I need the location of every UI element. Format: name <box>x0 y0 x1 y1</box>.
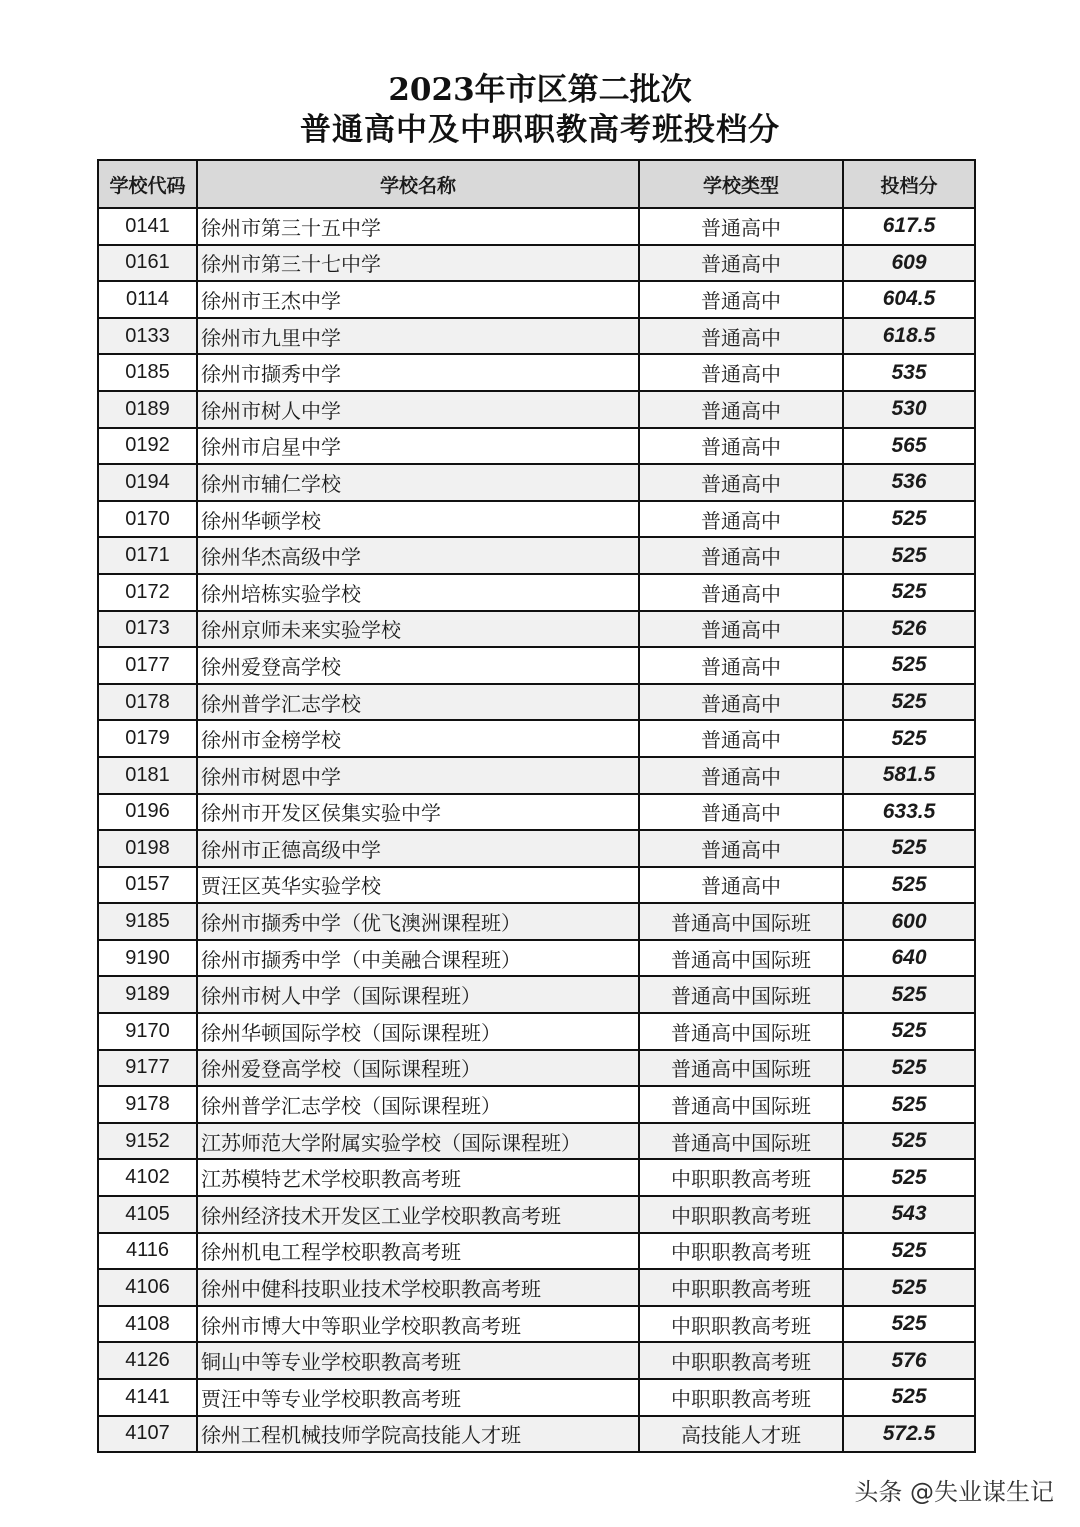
school-name-cell: 徐州市树人中学（国际课程班） <box>197 976 639 1013</box>
school-code-cell: 0189 <box>98 391 197 428</box>
score-cell: 525 <box>843 867 975 904</box>
school-code-cell: 0196 <box>98 794 197 831</box>
header-school-name: 学校名称 <box>197 160 639 208</box>
score-cell: 525 <box>843 1306 975 1343</box>
table-row <box>98 1269 975 1306</box>
score-cell: 581.5 <box>843 757 975 794</box>
table-row <box>98 1416 975 1453</box>
school-code-cell: 0192 <box>98 428 197 465</box>
school-type-cell: 普通高中 <box>639 537 843 574</box>
table-row <box>98 1086 975 1123</box>
school-name-cell: 徐州市撷秀中学（中美融合课程班） <box>197 940 639 977</box>
watermark: 头条 @失业谋生记 <box>854 1478 1054 1506</box>
school-name-cell: 徐州华顿学校 <box>197 501 639 538</box>
school-name-cell: 徐州市树人中学 <box>197 391 639 428</box>
school-name-cell: 江苏模特艺术学校职教高考班 <box>197 1159 639 1196</box>
score-cell: 525 <box>843 720 975 757</box>
header-score: 投档分 <box>843 160 975 208</box>
school-type-cell: 普通高中国际班 <box>639 1123 843 1160</box>
school-code-cell: 9185 <box>98 903 197 940</box>
school-type-cell: 普通高中国际班 <box>639 1050 843 1087</box>
table-row <box>98 281 975 318</box>
table-row <box>98 903 975 940</box>
score-cell: 618.5 <box>843 318 975 355</box>
school-type-cell: 普通高中 <box>639 354 843 391</box>
score-cell: 535 <box>843 354 975 391</box>
school-name-cell: 徐州工程机械技师学院高技能人才班 <box>197 1416 639 1453</box>
school-type-cell: 普通高中 <box>639 794 843 831</box>
school-name-cell: 徐州市撷秀中学 <box>197 354 639 391</box>
school-name-cell: 徐州市王杰中学 <box>197 281 639 318</box>
school-code-cell: 9189 <box>98 976 197 1013</box>
school-code-cell: 0161 <box>98 245 197 282</box>
table-row <box>98 1379 975 1416</box>
score-cell: 525 <box>843 1086 975 1123</box>
school-code-cell: 9177 <box>98 1050 197 1087</box>
table-row <box>98 647 975 684</box>
school-type-cell: 中职职教高考班 <box>639 1342 843 1379</box>
school-name-cell: 徐州华顿国际学校（国际课程班） <box>197 1013 639 1050</box>
school-type-cell: 普通高中 <box>639 391 843 428</box>
score-cell: 609 <box>843 245 975 282</box>
score-cell: 525 <box>843 1159 975 1196</box>
school-code-cell: 0171 <box>98 537 197 574</box>
school-code-cell: 0177 <box>98 647 197 684</box>
school-name-cell: 徐州中健科技职业技术学校职教高考班 <box>197 1269 639 1306</box>
table-row <box>98 720 975 757</box>
school-type-cell: 中职职教高考班 <box>639 1233 843 1270</box>
score-cell: 572.5 <box>843 1416 975 1453</box>
school-type-cell: 普通高中 <box>639 720 843 757</box>
school-name-cell: 徐州市辅仁学校 <box>197 464 639 501</box>
school-name-cell: 徐州市开发区侯集实验中学 <box>197 794 639 831</box>
school-code-cell: 9170 <box>98 1013 197 1050</box>
school-code-cell: 0114 <box>98 281 197 318</box>
school-name-cell: 徐州普学汇志学校（国际课程班） <box>197 1086 639 1123</box>
table-header-row <box>98 160 975 208</box>
school-name-cell: 徐州市正德高级中学 <box>197 830 639 867</box>
score-cell: 525 <box>843 1233 975 1270</box>
school-code-cell: 4108 <box>98 1306 197 1343</box>
score-cell: 536 <box>843 464 975 501</box>
school-code-cell: 0157 <box>98 867 197 904</box>
school-name-cell: 徐州爱登高学校（国际课程班） <box>197 1050 639 1087</box>
score-cell: 525 <box>843 574 975 611</box>
table-row <box>98 245 975 282</box>
school-name-cell: 徐州经济技术开发区工业学校职教高考班 <box>197 1196 639 1233</box>
score-cell: 525 <box>843 1269 975 1306</box>
table-row <box>98 757 975 794</box>
school-type-cell: 普通高中 <box>639 757 843 794</box>
table-row <box>98 611 975 648</box>
school-code-cell: 4126 <box>98 1342 197 1379</box>
school-type-cell: 普通高中 <box>639 574 843 611</box>
score-cell: 526 <box>843 611 975 648</box>
table-row <box>98 464 975 501</box>
school-code-cell: 0141 <box>98 208 197 245</box>
table-row <box>98 830 975 867</box>
score-cell: 525 <box>843 684 975 721</box>
school-code-cell: 0198 <box>98 830 197 867</box>
school-type-cell: 普通高中国际班 <box>639 1013 843 1050</box>
school-code-cell: 0185 <box>98 354 197 391</box>
score-cell: 604.5 <box>843 281 975 318</box>
school-name-cell: 徐州培栋实验学校 <box>197 574 639 611</box>
school-name-cell: 贾汪中等专业学校职教高考班 <box>197 1379 639 1416</box>
table-row <box>98 574 975 611</box>
table-row <box>98 684 975 721</box>
school-type-cell: 普通高中国际班 <box>639 903 843 940</box>
school-name-cell: 徐州市金榜学校 <box>197 720 639 757</box>
school-code-cell: 0172 <box>98 574 197 611</box>
score-cell: 565 <box>843 428 975 465</box>
table-row <box>98 391 975 428</box>
school-name-cell: 徐州市启星中学 <box>197 428 639 465</box>
score-cell: 600 <box>843 903 975 940</box>
school-name-cell: 徐州市九里中学 <box>197 318 639 355</box>
school-type-cell: 普通高中 <box>639 611 843 648</box>
table-row <box>98 794 975 831</box>
school-name-cell: 徐州市树恩中学 <box>197 757 639 794</box>
school-type-cell: 普通高中国际班 <box>639 940 843 977</box>
school-name-cell: 徐州京师未来实验学校 <box>197 611 639 648</box>
score-cell: 525 <box>843 1013 975 1050</box>
school-type-cell: 普通高中 <box>639 647 843 684</box>
school-name-cell: 江苏师范大学附属实验学校（国际课程班） <box>197 1123 639 1160</box>
score-cell: 530 <box>843 391 975 428</box>
table-row <box>98 501 975 538</box>
table-body <box>98 208 975 1452</box>
table-row <box>98 428 975 465</box>
score-cell: 525 <box>843 830 975 867</box>
header-school-type: 学校类型 <box>639 160 843 208</box>
school-code-cell: 4105 <box>98 1196 197 1233</box>
score-cell: 525 <box>843 1123 975 1160</box>
score-cell: 525 <box>843 1379 975 1416</box>
school-type-cell: 普通高中 <box>639 245 843 282</box>
school-code-cell: 0181 <box>98 757 197 794</box>
table-row <box>98 1159 975 1196</box>
score-cell: 525 <box>843 1050 975 1087</box>
school-name-cell: 徐州华杰高级中学 <box>197 537 639 574</box>
table-row <box>98 976 975 1013</box>
school-type-cell: 普通高中 <box>639 281 843 318</box>
header-school-code: 学校代码 <box>98 160 197 208</box>
table-row <box>98 1306 975 1343</box>
table-row <box>98 208 975 245</box>
school-type-cell: 普通高中国际班 <box>639 976 843 1013</box>
school-name-cell: 徐州市第三十七中学 <box>197 245 639 282</box>
school-name-cell: 徐州普学汇志学校 <box>197 684 639 721</box>
school-code-cell: 4116 <box>98 1233 197 1270</box>
score-cell: 525 <box>843 647 975 684</box>
document-subtitle: 普通高中及中职职教高考班投档分 <box>300 112 780 148</box>
score-cell: 525 <box>843 976 975 1013</box>
table-row <box>98 867 975 904</box>
school-name-cell: 贾汪区英华实验学校 <box>197 867 639 904</box>
school-code-cell: 0133 <box>98 318 197 355</box>
school-type-cell: 普通高中 <box>639 208 843 245</box>
school-code-cell: 4141 <box>98 1379 197 1416</box>
school-type-cell: 普通高中 <box>639 867 843 904</box>
score-cell: 525 <box>843 501 975 538</box>
school-type-cell: 中职职教高考班 <box>639 1196 843 1233</box>
school-code-cell: 9152 <box>98 1123 197 1160</box>
table-row <box>98 537 975 574</box>
school-code-cell: 0170 <box>98 501 197 538</box>
table-row <box>98 1342 975 1379</box>
score-cell: 633.5 <box>843 794 975 831</box>
score-cell: 525 <box>843 537 975 574</box>
school-name-cell: 徐州市博大中等职业学校职教高考班 <box>197 1306 639 1343</box>
school-name-cell: 徐州市撷秀中学（优飞澳洲课程班） <box>197 903 639 940</box>
school-type-cell: 普通高中 <box>639 318 843 355</box>
score-cell: 617.5 <box>843 208 975 245</box>
school-code-cell: 0178 <box>98 684 197 721</box>
table-row <box>98 1013 975 1050</box>
school-type-cell: 普通高中 <box>639 501 843 538</box>
table-row <box>98 318 975 355</box>
score-cell: 543 <box>843 1196 975 1233</box>
school-name-cell: 徐州爱登高学校 <box>197 647 639 684</box>
school-name-cell: 铜山中等专业学校职教高考班 <box>197 1342 639 1379</box>
school-code-cell: 4102 <box>98 1159 197 1196</box>
school-code-cell: 9178 <box>98 1086 197 1123</box>
school-type-cell: 中职职教高考班 <box>639 1379 843 1416</box>
table-row <box>98 940 975 977</box>
school-type-cell: 中职职教高考班 <box>639 1306 843 1343</box>
school-type-cell: 高技能人才班 <box>639 1416 843 1453</box>
table-row <box>98 1196 975 1233</box>
school-code-cell: 0194 <box>98 464 197 501</box>
school-type-cell: 普通高中 <box>639 428 843 465</box>
table-row <box>98 1233 975 1270</box>
school-code-cell: 0173 <box>98 611 197 648</box>
school-type-cell: 普通高中国际班 <box>639 1086 843 1123</box>
admission-score-table <box>97 159 976 1453</box>
document-title: 2023年市区第二批次 <box>388 72 692 108</box>
table-row <box>98 1050 975 1087</box>
school-type-cell: 中职职教高考班 <box>639 1159 843 1196</box>
school-code-cell: 0179 <box>98 720 197 757</box>
school-type-cell: 中职职教高考班 <box>639 1269 843 1306</box>
school-name-cell: 徐州市第三十五中学 <box>197 208 639 245</box>
school-type-cell: 普通高中 <box>639 464 843 501</box>
school-type-cell: 普通高中 <box>639 830 843 867</box>
school-code-cell: 4106 <box>98 1269 197 1306</box>
table-row <box>98 1123 975 1160</box>
score-cell: 576 <box>843 1342 975 1379</box>
score-cell: 640 <box>843 940 975 977</box>
school-type-cell: 普通高中 <box>639 684 843 721</box>
school-name-cell: 徐州机电工程学校职教高考班 <box>197 1233 639 1270</box>
school-code-cell: 4107 <box>98 1416 197 1453</box>
school-code-cell: 9190 <box>98 940 197 977</box>
table-row <box>98 354 975 391</box>
